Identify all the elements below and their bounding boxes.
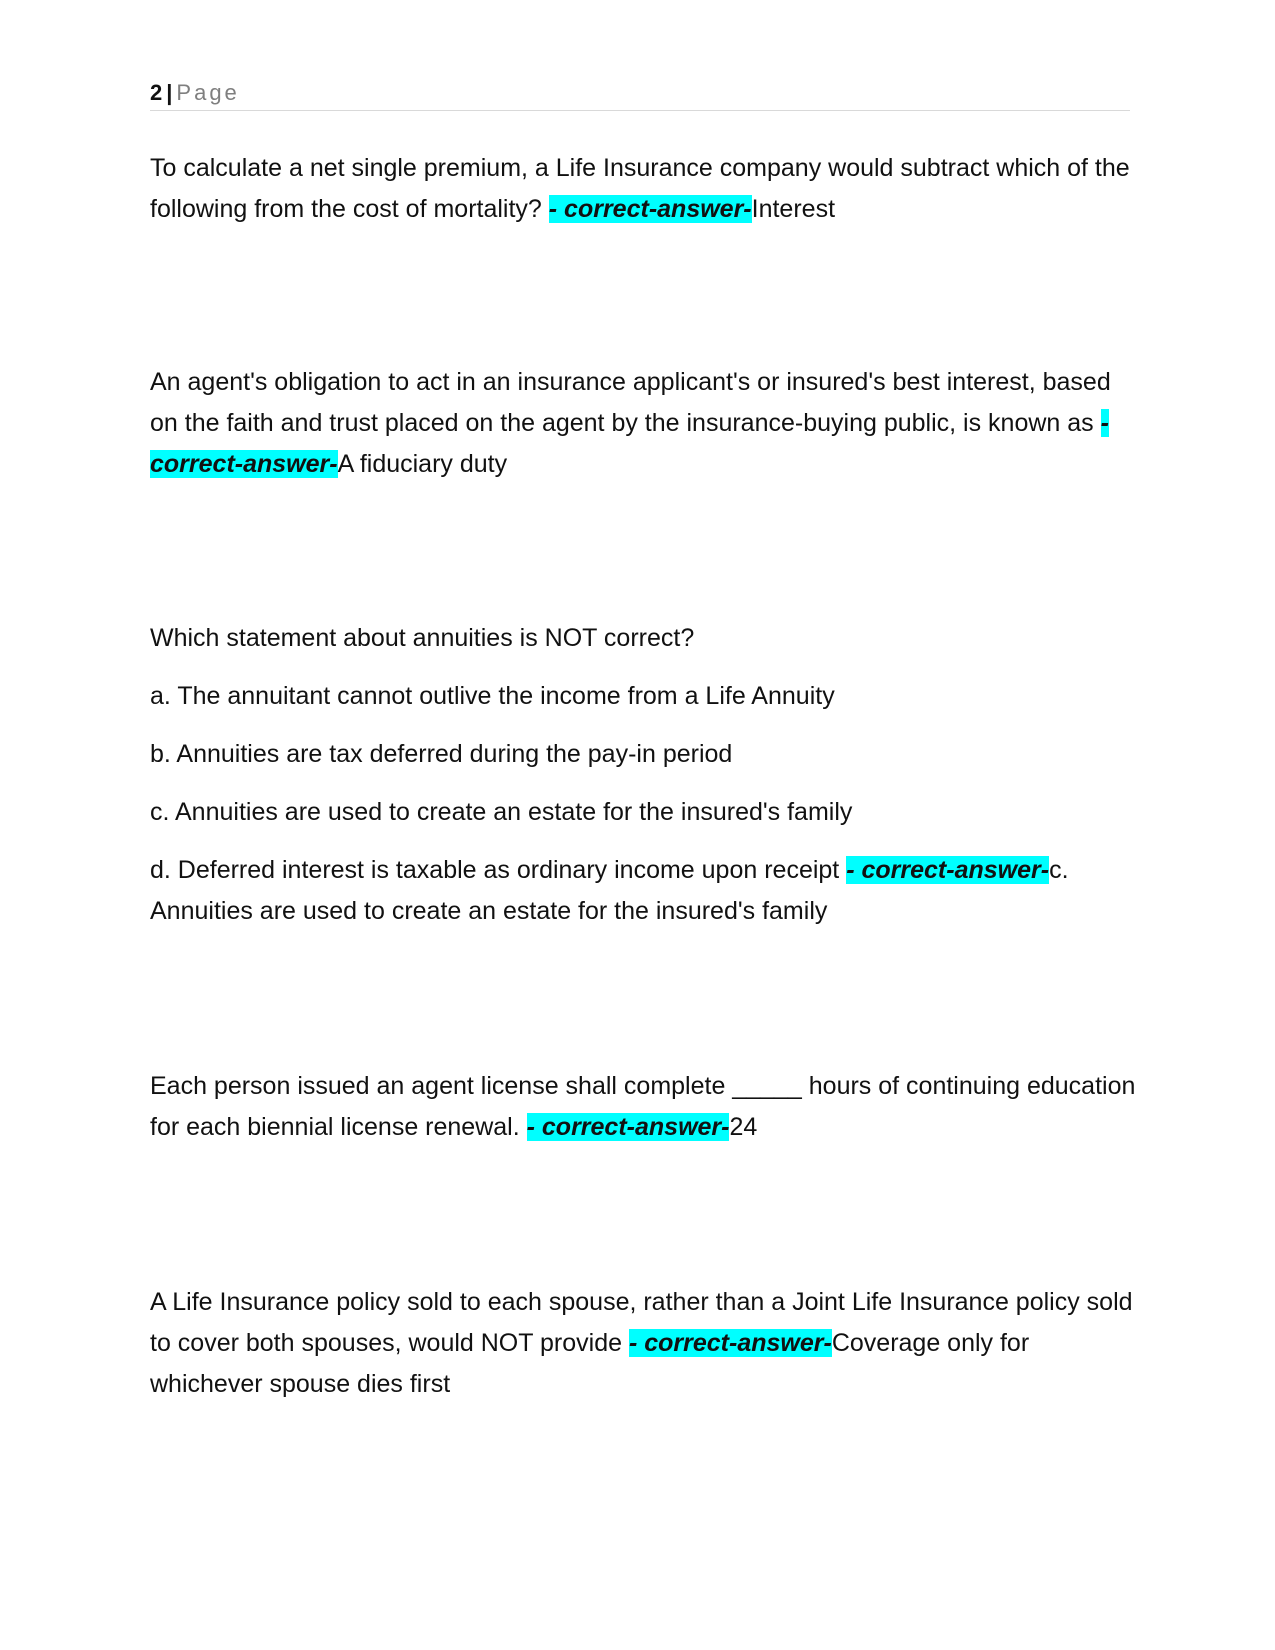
answer-text: Interest bbox=[751, 195, 836, 223]
page-separator: | bbox=[166, 80, 173, 105]
question-paragraph bbox=[150, 362, 1140, 485]
question-paragraph bbox=[150, 850, 1140, 932]
question-paragraph bbox=[150, 148, 1140, 230]
correct-answer-marker: - correct-answer- bbox=[628, 1329, 832, 1357]
question-paragraph bbox=[150, 1282, 1140, 1405]
question-block bbox=[150, 148, 1140, 230]
question-text: An agent's obligation to act in an insurance applicant's or insured's best interest, based on the faith and trust placed on the agent by the insurance-buying public, is known as bbox=[150, 368, 1111, 437]
answer-text: c. Annuities are used to create an estate for the insured's family bbox=[150, 856, 1069, 925]
question-block bbox=[150, 1066, 1140, 1148]
answer-option-c: c. Annuities are used to create an estate for the insured's family bbox=[150, 798, 853, 826]
answer-option-b: b. Annuities are tax deferred during the pay-in period bbox=[150, 740, 733, 768]
answer-option-a: a. The annuitant cannot outlive the income from a Life Annuity bbox=[150, 682, 835, 710]
question-block bbox=[150, 362, 1140, 485]
question-text: Each person issued an agent license shall complete _____ hours of continuing education for each biennial license renewal. bbox=[150, 1072, 1136, 1141]
question-block bbox=[150, 1282, 1140, 1405]
answer-text: 24 bbox=[729, 1113, 758, 1141]
answer-text: Coverage only for whichever spouse dies first bbox=[150, 1329, 1030, 1398]
correct-answer-marker: - correct-answer- bbox=[548, 195, 752, 223]
page-label: Page bbox=[176, 80, 240, 105]
question-text: Which statement about annuities is NOT correct? bbox=[150, 624, 695, 652]
question-paragraph bbox=[150, 1066, 1140, 1148]
question-text: To calculate a net single premium, a Life Insurance company would subtract which of the following from the cost of mortality? bbox=[150, 154, 1130, 223]
correct-answer-marker: - correct-answer- bbox=[846, 856, 1050, 884]
correct-answer-marker: - correct-answer- bbox=[150, 409, 1109, 478]
answer-option-d: d. Deferred interest is taxable as ordinary income upon receipt bbox=[150, 856, 840, 884]
question-block bbox=[150, 618, 1140, 932]
page-header bbox=[150, 78, 1130, 111]
answer-text: A fiduciary duty bbox=[337, 450, 508, 478]
correct-answer-marker: - correct-answer- bbox=[526, 1113, 730, 1141]
question-text: A Life Insurance policy sold to each spouse, rather than a Joint Life Insurance policy sold to cover both spouses, would NOT provide bbox=[150, 1288, 1133, 1357]
page-number: 2 bbox=[150, 80, 163, 105]
